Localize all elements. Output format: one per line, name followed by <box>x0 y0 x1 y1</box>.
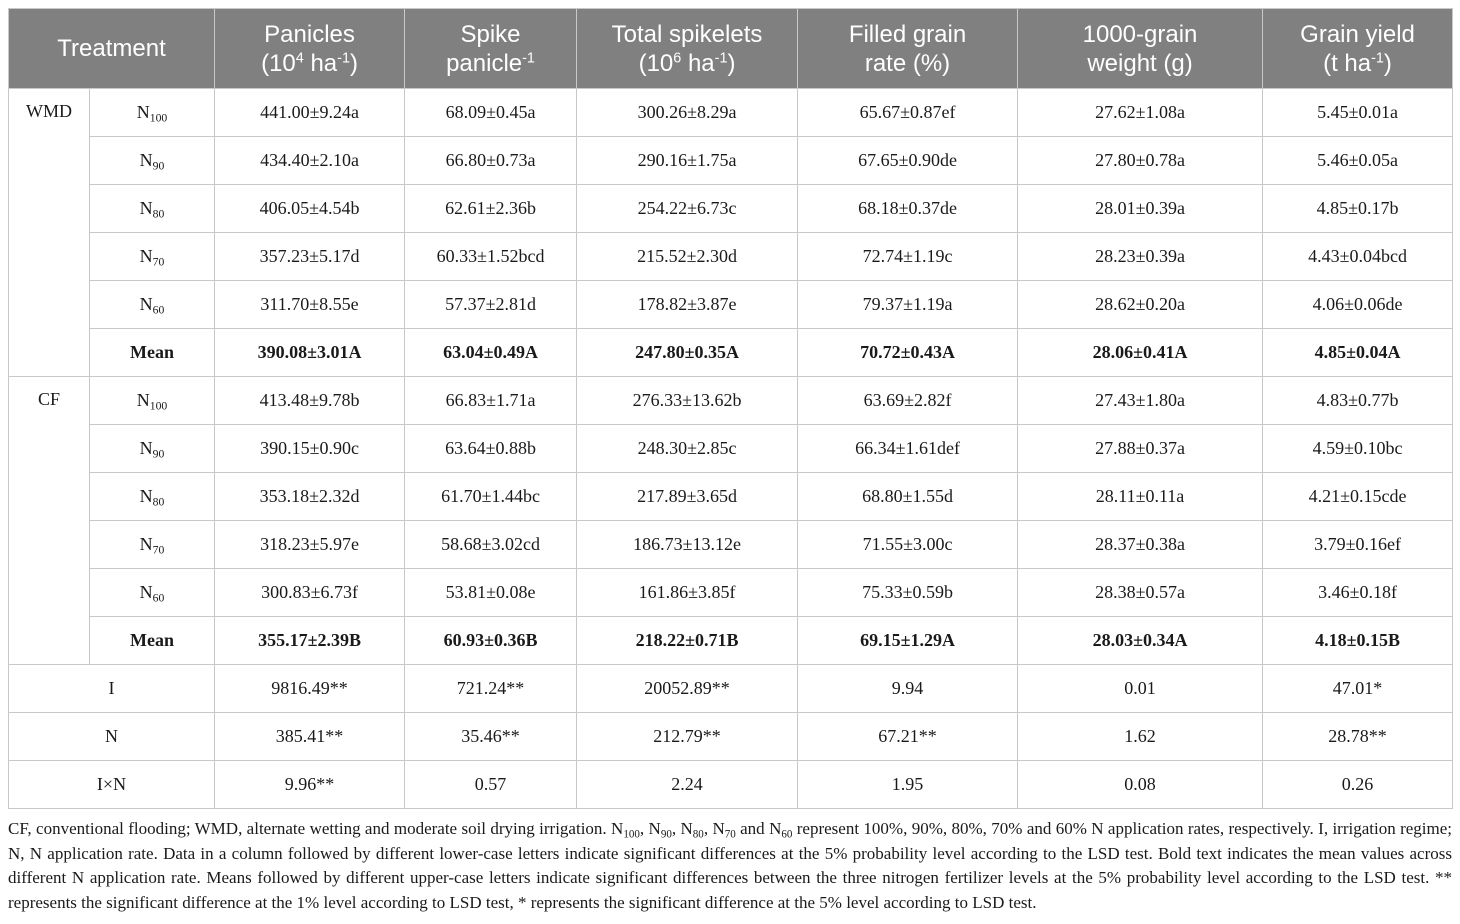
anova-cell: 1.95 <box>798 761 1018 809</box>
n-rate-label: $N_{70}$ <box>90 233 215 281</box>
mean-row <box>9 329 1453 377</box>
table-cell: 61.70±1.44bc <box>405 473 577 521</box>
table-cell: 318.23±5.97e <box>215 521 405 569</box>
table-row <box>9 473 1453 521</box>
table-cell: 4.43±0.04bcd <box>1263 233 1453 281</box>
table-cell: 161.86±3.85f <box>577 569 798 617</box>
table-cell: 28.23±0.39a <box>1018 233 1263 281</box>
table-cell: 406.05±4.54b <box>215 185 405 233</box>
anova-cell: 9.94 <box>798 665 1018 713</box>
table-row <box>9 89 1453 137</box>
table-cell: 357.23±5.17d <box>215 233 405 281</box>
mean-cell: 247.80±0.35A <box>577 329 798 377</box>
table-cell: 79.37±1.19a <box>798 281 1018 329</box>
table-cell: 434.40±2.10a <box>215 137 405 185</box>
mean-cell: 355.17±2.39B <box>215 617 405 665</box>
anova-cell: 28.78** <box>1263 713 1453 761</box>
table-cell: 217.89±3.65d <box>577 473 798 521</box>
table-cell: 67.65±0.90de <box>798 137 1018 185</box>
anova-row <box>9 713 1453 761</box>
table-cell: 4.06±0.06de <box>1263 281 1453 329</box>
table-cell: 71.55±3.00c <box>798 521 1018 569</box>
table-cell: 441.00±9.24a <box>215 89 405 137</box>
header-grain-yield: Grain yield (t $ha^{-1}$) <box>1263 9 1453 89</box>
table-cell: 63.69±2.82f <box>798 377 1018 425</box>
mean-cell: 4.85±0.04A <box>1263 329 1453 377</box>
n-rate-label: $N_{90}$ <box>90 137 215 185</box>
table-cell: 5.45±0.01a <box>1263 89 1453 137</box>
table-figure <box>8 8 1452 915</box>
table-cell: 27.88±0.37a <box>1018 425 1263 473</box>
anova-cell: 0.01 <box>1018 665 1263 713</box>
table-cell: 300.83±6.73f <box>215 569 405 617</box>
mean-label: Mean <box>90 617 215 665</box>
anova-cell: 35.46** <box>405 713 577 761</box>
header-1000-grain-weight: 1000-grain weight (g) <box>1018 9 1263 89</box>
mean-cell: 390.08±3.01A <box>215 329 405 377</box>
mean-cell: 60.93±0.36B <box>405 617 577 665</box>
table-cell: 68.18±0.37de <box>798 185 1018 233</box>
header-total-spikelets: Total spikelets ($10^6$ $ha^{-1}$) <box>577 9 798 89</box>
anova-cell: 385.41** <box>215 713 405 761</box>
n-rate-label: $N_{100}$ <box>90 377 215 425</box>
anova-cell: 9816.49** <box>215 665 405 713</box>
table-cell: 4.59±0.10bc <box>1263 425 1453 473</box>
n-rate-label: $N_{60}$ <box>90 569 215 617</box>
anova-label: N <box>9 713 215 761</box>
header-filled-grain-rate: Filled grain rate (%) <box>798 9 1018 89</box>
table-row <box>9 521 1453 569</box>
table-row <box>9 137 1453 185</box>
table-cell: 27.62±1.08a <box>1018 89 1263 137</box>
table-footnote: CF, conventional flooding; WMD, alternate wetting and moderate soil drying irrigation. $N_{100}$, $N_{90}$, $N_{80}$, $N_{70}$ and $N_{60}$ represent 100%, 90%, 80%, 70% and 60% N application rates, respectively. I, irrigation regime; N, N application rate. Data in a column followed by different lower-case letters indicate significant differences at the 5% probability level according to the LSD test. Bold text indicates the mean values across different N application rate. Means followed by different upper-case letters indicate significant differences between the three nitrogen fertilizer levels at the 5% probability level according to the LSD test. ** represents the significant difference at the 1% level according to LSD test, * represents the significant difference at the 5% level according to LSD test. <box>8 819 1453 912</box>
anova-cell: 0.08 <box>1018 761 1263 809</box>
table-cell: 178.82±3.87e <box>577 281 798 329</box>
table-cell: 4.85±0.17b <box>1263 185 1453 233</box>
table-cell: 27.80±0.78a <box>1018 137 1263 185</box>
anova-cell: 0.26 <box>1263 761 1453 809</box>
table-header <box>9 9 1453 89</box>
table-cell: 4.21±0.15cde <box>1263 473 1453 521</box>
group-label: CF <box>9 377 90 665</box>
table-row <box>9 425 1453 473</box>
results-table <box>8 8 1453 809</box>
table-cell: 5.46±0.05a <box>1263 137 1453 185</box>
table-cell: 57.37±2.81d <box>405 281 577 329</box>
mean-cell: 70.72±0.43A <box>798 329 1018 377</box>
table-cell: 390.15±0.90c <box>215 425 405 473</box>
mean-cell: 69.15±1.29A <box>798 617 1018 665</box>
header-treatment: Treatment <box>9 9 215 89</box>
mean-cell: 28.06±0.41A <box>1018 329 1263 377</box>
table-cell: 72.74±1.19c <box>798 233 1018 281</box>
mean-cell: 28.03±0.34A <box>1018 617 1263 665</box>
table-row <box>9 377 1453 425</box>
header-spike-panicle: Spike panicle$^{-1}$ <box>405 9 577 89</box>
table-cell: 68.80±1.55d <box>798 473 1018 521</box>
table-cell: 248.30±2.85c <box>577 425 798 473</box>
anova-cell: 9.96** <box>215 761 405 809</box>
table-cell: 28.62±0.20a <box>1018 281 1263 329</box>
anova-cell: 2.24 <box>577 761 798 809</box>
anova-cell: 20052.89** <box>577 665 798 713</box>
table-cell: 60.33±1.52bcd <box>405 233 577 281</box>
mean-cell: 218.22±0.71B <box>577 617 798 665</box>
mean-cell: 63.04±0.49A <box>405 329 577 377</box>
table-cell: 68.09±0.45a <box>405 89 577 137</box>
anova-cell: 47.01* <box>1263 665 1453 713</box>
anova-cell: 67.21** <box>798 713 1018 761</box>
table-cell: 53.81±0.08e <box>405 569 577 617</box>
table-cell: 276.33±13.62b <box>577 377 798 425</box>
table-cell: 186.73±13.12e <box>577 521 798 569</box>
anova-row <box>9 665 1453 713</box>
table-cell: 28.38±0.57a <box>1018 569 1263 617</box>
table-cell: 62.61±2.36b <box>405 185 577 233</box>
table-cell: 311.70±8.55e <box>215 281 405 329</box>
table-cell: 254.22±6.73c <box>577 185 798 233</box>
table-cell: 28.01±0.39a <box>1018 185 1263 233</box>
table-cell: 75.33±0.59b <box>798 569 1018 617</box>
n-rate-label: $N_{60}$ <box>90 281 215 329</box>
table-cell: 66.83±1.71a <box>405 377 577 425</box>
table-cell: 28.37±0.38a <box>1018 521 1263 569</box>
table-row <box>9 233 1453 281</box>
table-cell: 290.16±1.75a <box>577 137 798 185</box>
mean-row <box>9 617 1453 665</box>
anova-cell: 0.57 <box>405 761 577 809</box>
anova-cell: 1.62 <box>1018 713 1263 761</box>
table-cell: 413.48±9.78b <box>215 377 405 425</box>
header-panicles: Panicles ($10^4$ $ha^{-1}$) <box>215 9 405 89</box>
n-rate-label: $N_{90}$ <box>90 425 215 473</box>
anova-label: I <box>9 665 215 713</box>
table-cell: 300.26±8.29a <box>577 89 798 137</box>
n-rate-label: $N_{70}$ <box>90 521 215 569</box>
mean-label: Mean <box>90 329 215 377</box>
table-cell: 353.18±2.32d <box>215 473 405 521</box>
table-cell: 215.52±2.30d <box>577 233 798 281</box>
table-cell: 58.68±3.02cd <box>405 521 577 569</box>
n-rate-label: $N_{80}$ <box>90 473 215 521</box>
table-cell: 3.46±0.18f <box>1263 569 1453 617</box>
anova-label: I×N <box>9 761 215 809</box>
table-row <box>9 281 1453 329</box>
anova-cell: 721.24** <box>405 665 577 713</box>
table-cell: 3.79±0.16ef <box>1263 521 1453 569</box>
n-rate-label: $N_{80}$ <box>90 185 215 233</box>
table-body <box>9 89 1453 809</box>
n-rate-label: $N_{100}$ <box>90 89 215 137</box>
table-cell: 66.80±0.73a <box>405 137 577 185</box>
table-cell: 66.34±1.61def <box>798 425 1018 473</box>
group-label: WMD <box>9 89 90 377</box>
table-cell: 27.43±1.80a <box>1018 377 1263 425</box>
table-cell: 4.83±0.77b <box>1263 377 1453 425</box>
table-row <box>9 185 1453 233</box>
anova-row <box>9 761 1453 809</box>
table-cell: 65.67±0.87ef <box>798 89 1018 137</box>
table-row <box>9 569 1453 617</box>
table-cell: 28.11±0.11a <box>1018 473 1263 521</box>
mean-cell: 4.18±0.15B <box>1263 617 1453 665</box>
anova-cell: 212.79** <box>577 713 798 761</box>
table-cell: 63.64±0.88b <box>405 425 577 473</box>
